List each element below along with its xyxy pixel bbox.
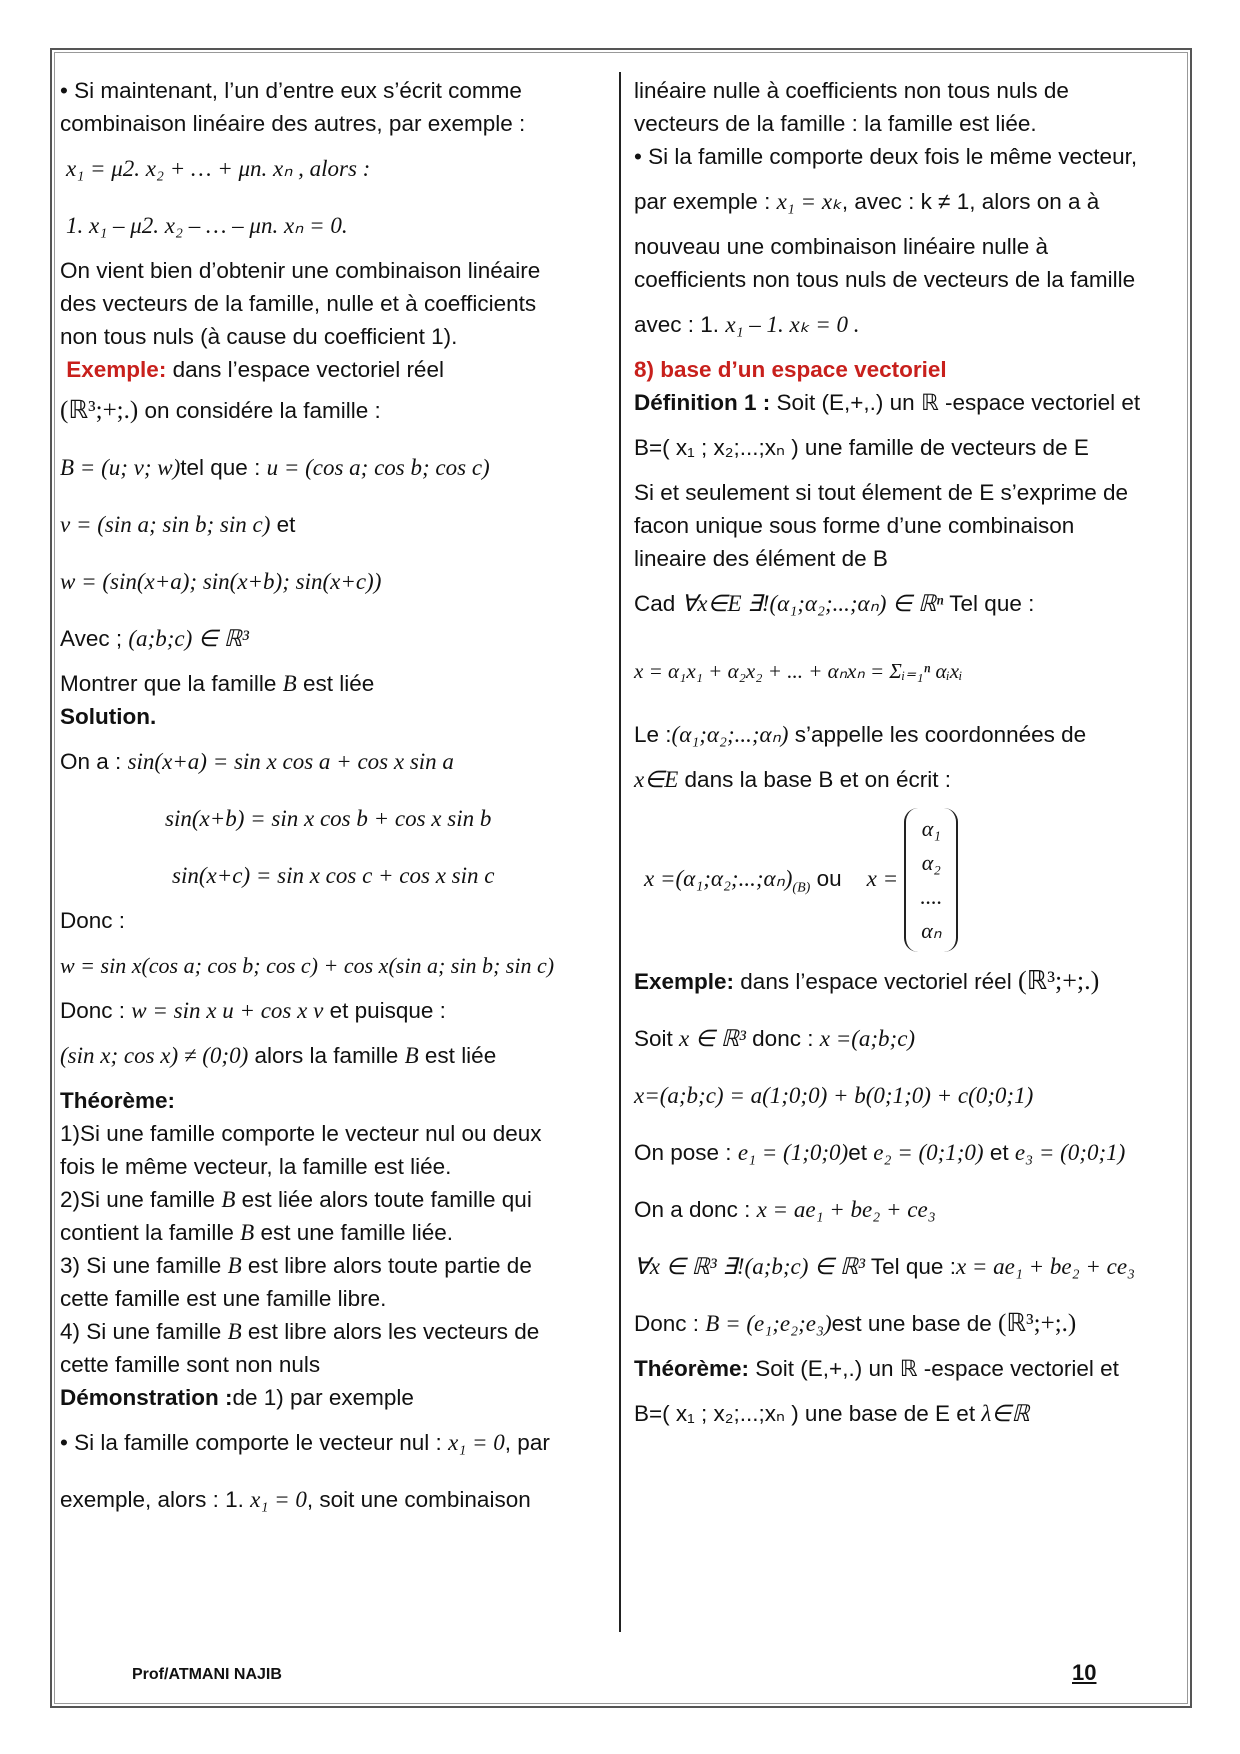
text: dans l’espace vectoriel réel: [734, 969, 1012, 994]
definition-line: [634, 386, 1182, 419]
example-line: [60, 394, 608, 427]
text: Donc :: [60, 998, 126, 1023]
math: w = (sin(x+a); sin(x+b); sin(x+c)): [60, 569, 382, 594]
equation: [60, 745, 608, 778]
demo-label: Démonstration :: [60, 1385, 233, 1410]
math: x₁ = μ2. x₂ + … + μn. xₙ , alors :: [66, 156, 371, 181]
equation: [60, 802, 608, 835]
equation: [60, 859, 608, 892]
text: Donc :: [634, 1311, 700, 1336]
text-line: facon unique sous forme d’une combinaison: [634, 513, 1075, 538]
math: x₁ = 0: [250, 1487, 307, 1512]
text-line: coefficients non tous nuls de vecteurs de la famille: [634, 267, 1136, 292]
left-column: [60, 74, 608, 1516]
text: 2)Si une famille: [60, 1187, 216, 1212]
section-heading: 8) base d’un espace vectoriel: [634, 357, 947, 382]
math: (ℝ³;+;.): [1017, 966, 1100, 995]
text: et: [989, 1140, 1009, 1165]
math: (sin x; cos x) ≠ (0;0): [60, 1043, 249, 1068]
definition-label: Définition 1 :: [634, 390, 771, 415]
matrix-entry: α₁: [921, 816, 941, 841]
text: est une famille liée.: [260, 1220, 454, 1245]
text-line: combinaison linéaire des autres, par exemple :: [60, 111, 526, 136]
equation: [60, 209, 608, 242]
equation: [60, 152, 608, 185]
math: B = (e₁;e₂;e₃): [705, 1311, 832, 1336]
solution-heading: Solution.: [60, 704, 157, 729]
math: x =: [866, 865, 899, 891]
text: Soit (E,+,.) un ℝ -espace vectoriel et: [749, 1356, 1119, 1381]
example-line: [634, 964, 1182, 998]
math: ∀x∈E ∃!(α₁;α₂;...;αₙ) ∈ ℝⁿ: [681, 591, 944, 616]
math: w = sin x(cos a; cos b; cos c) + cos x(sin a; sin b; sin c): [60, 953, 555, 978]
text-line: 1)Si une famille comporte le vecteur nul ou deux: [60, 1121, 542, 1146]
math: x =(a;b;c): [819, 1026, 916, 1051]
text: B=( x₁ ; x₂;...;xₙ ) une base de E et: [634, 1401, 976, 1426]
text: tel que :: [180, 455, 261, 480]
theorem-heading: Théorème:: [60, 1088, 176, 1113]
matrix-entry: ....: [920, 884, 943, 909]
math: sin(x+b) = sin x cos b + cos x sin b: [165, 806, 492, 831]
text-line: cette famille est une famille libre.: [60, 1286, 387, 1311]
math: x₁ = xₖ: [776, 189, 842, 214]
text-line: On vient bien d’obtenir une combinaison linéaire: [60, 258, 541, 283]
matrix-entry: α₂: [921, 850, 941, 875]
math: ∀x ∈ ℝ³ ∃!(a;b;c) ∈ ℝ³: [634, 1254, 866, 1279]
right-column: [634, 74, 1182, 1430]
text: de 1) par exemple: [232, 1385, 414, 1410]
text: Tel que :: [949, 591, 1035, 616]
text-line: [60, 1315, 608, 1348]
text: Soit (E,+,.) un ℝ -espace vectoriel et: [770, 390, 1141, 415]
column-vector: [904, 808, 958, 952]
text: On pose :: [634, 1140, 732, 1165]
math: x = ae₁ + be₂ + ce₃: [756, 1197, 936, 1222]
text: , avec : k ≠ 1, alors on a à: [841, 189, 1100, 214]
math: x =(α₁;α₂;...;αₙ): [644, 865, 793, 891]
text: est libre alors les vecteurs de: [247, 1319, 540, 1344]
text: contient la famille: [60, 1220, 234, 1245]
theorem-line: [634, 1352, 1182, 1385]
text-line: fois le même vecteur, la famille est liée.: [60, 1154, 452, 1179]
math: e₁ = (1;0;0): [737, 1140, 849, 1165]
definition-line: B=( x₁ ; x₂;...;xₙ ) une famille de vecteurs de E: [634, 435, 1089, 460]
equation: [634, 1307, 1182, 1340]
text-line: [634, 718, 1182, 751]
text-line: [634, 185, 1182, 218]
math: B: [240, 1220, 255, 1245]
text: et: [848, 1140, 867, 1165]
text-line: lineaire des élément de B: [634, 546, 888, 571]
text: est liée: [424, 1043, 497, 1068]
text-line: [634, 587, 1182, 620]
math: v = (sin a; sin b; sin c): [60, 512, 271, 537]
equation: [60, 994, 608, 1027]
text: Tel que :: [870, 1254, 956, 1279]
text: Montrer que la famille: [60, 671, 277, 696]
math: B: [404, 1043, 419, 1068]
matrix-entry: αₙ: [921, 918, 942, 943]
equation: [634, 1136, 1182, 1169]
text: s’appelle les coordonnées de: [788, 722, 1087, 747]
text: est liée alors toute famille qui: [241, 1187, 532, 1212]
equation: [634, 1079, 1182, 1112]
math: x=(a;b;c) = a(1;0;0) + b(0;1;0) + c(0;0;1): [634, 1083, 1034, 1108]
text-line: linéaire nulle à coefficients non tous nuls de: [634, 78, 1069, 103]
text-line: cette famille sont non nuls: [60, 1352, 321, 1377]
text: Soit: [634, 1026, 673, 1051]
math: (ℝ³;+;.): [60, 397, 139, 424]
equation: [634, 1193, 1182, 1226]
math: (a;b;c) ∈ ℝ³: [128, 626, 249, 651]
text: On a donc :: [634, 1197, 751, 1222]
text: dans l’espace vectoriel réel: [166, 357, 444, 382]
text: dans la base B et on écrit :: [678, 767, 951, 792]
math: e₂ = (0;1;0): [873, 1140, 984, 1165]
math: sin(x+c) = sin x cos c + cos x sin c: [172, 863, 495, 888]
text: et puisque :: [329, 998, 446, 1023]
text-line: [60, 667, 608, 700]
theorem-line: [634, 1397, 1182, 1430]
math: x₁ – 1. xₖ = 0 .: [725, 312, 860, 337]
text-line: • Si maintenant, l’un d’entre eux s’écrit comme: [60, 78, 522, 103]
text: alors la famille: [254, 1043, 399, 1068]
text: donc :: [752, 1026, 814, 1051]
text-line: Si et seulement si tout élement de E s’exprime de: [634, 480, 1129, 505]
definition-line: [60, 508, 608, 541]
text: est une base de: [831, 1311, 992, 1336]
math: e₃ = (0;0;1): [1014, 1140, 1126, 1165]
math: sin(x+a) = sin x cos a + cos x sin a: [127, 749, 454, 774]
text: • Si la famille comporte le vecteur nul :: [60, 1430, 442, 1455]
math: 1. x₁ – μ2. x₂ – … – μn. xₙ = 0.: [66, 213, 348, 238]
text: Avec ;: [60, 626, 123, 651]
text: et: [276, 512, 296, 537]
math: (ℝ³;+;.): [998, 1310, 1077, 1337]
text-line: [60, 1483, 608, 1516]
theorem-label: Théorème:: [634, 1356, 750, 1381]
text: est libre alors toute partie de: [247, 1253, 532, 1278]
math: B: [227, 1253, 242, 1278]
text: 4) Si une famille: [60, 1319, 222, 1344]
example-label: Exemple:: [66, 357, 167, 382]
coordinates: [634, 808, 1182, 952]
text-line: [60, 1216, 608, 1249]
example-line: [60, 353, 608, 386]
definition-line: [60, 451, 608, 484]
text-line: [60, 1249, 608, 1282]
text-line: non tous nuls (à cause du coefficient 1).: [60, 324, 458, 349]
text: 3) Si une famille: [60, 1253, 222, 1278]
equation: [634, 1250, 1182, 1283]
text-line: des vecteurs de la famille, nulle et à coefficients: [60, 291, 537, 316]
text-line: [634, 1022, 1182, 1055]
equation: [634, 654, 1182, 688]
equation: [60, 1039, 608, 1072]
equation: [60, 949, 608, 982]
text-line: [60, 1426, 608, 1459]
math: u = (cos a; cos b; cos c): [266, 455, 490, 480]
definition-line: [60, 565, 608, 598]
text: avec : 1.: [634, 312, 720, 337]
math: x ∈ ℝ³: [679, 1026, 746, 1051]
definition-line: [60, 622, 608, 655]
math: B: [227, 1319, 242, 1344]
text-line: [634, 763, 1182, 796]
page-number: 10: [1072, 1660, 1097, 1685]
example-label: Exemple:: [634, 969, 735, 994]
text-line: [60, 1183, 608, 1216]
demo-line: [60, 1381, 608, 1414]
text: Cad: [634, 591, 676, 616]
math: λ∈ℝ: [981, 1401, 1030, 1426]
math: x = ae₁ + be₂ + ce₃: [955, 1254, 1136, 1279]
text: on considére la famille :: [138, 398, 381, 423]
text-line: Donc :: [60, 908, 126, 933]
math: B: [282, 671, 297, 696]
math: x∈E: [634, 767, 679, 792]
text: Le :: [634, 722, 672, 747]
text-line: [634, 308, 1182, 341]
text: , soit une combinaison: [306, 1487, 531, 1512]
math: x = α₁x₁ + α₂x₂ + ... + αₙxₙ = Σᵢ₌₁ⁿ αᵢxᵢ: [634, 659, 963, 683]
math: x₁ = 0: [448, 1430, 505, 1455]
math: w = sin x u + cos x v: [131, 998, 324, 1023]
text: exemple, alors : 1.: [60, 1487, 244, 1512]
text-line: nouveau une combinaison linéaire nulle à: [634, 234, 1049, 259]
text: est liée: [302, 671, 375, 696]
text: , par: [504, 1430, 550, 1455]
math: (α₁;α₂;...;αₙ): [671, 722, 789, 747]
text-line: vecteurs de la famille : la famille est liée.: [634, 111, 1037, 136]
math: (B): [792, 880, 811, 896]
text: On a :: [60, 749, 122, 774]
text: ou: [816, 865, 842, 891]
column-separator: [619, 72, 621, 1632]
text: par exemple :: [634, 189, 771, 214]
math: B: [221, 1187, 236, 1212]
math: B = (u; v; w): [60, 455, 181, 480]
footer-author: Prof/ATMANI NAJIB: [132, 1666, 282, 1683]
text-line: • Si la famille comporte deux fois le même vecteur,: [634, 144, 1138, 169]
